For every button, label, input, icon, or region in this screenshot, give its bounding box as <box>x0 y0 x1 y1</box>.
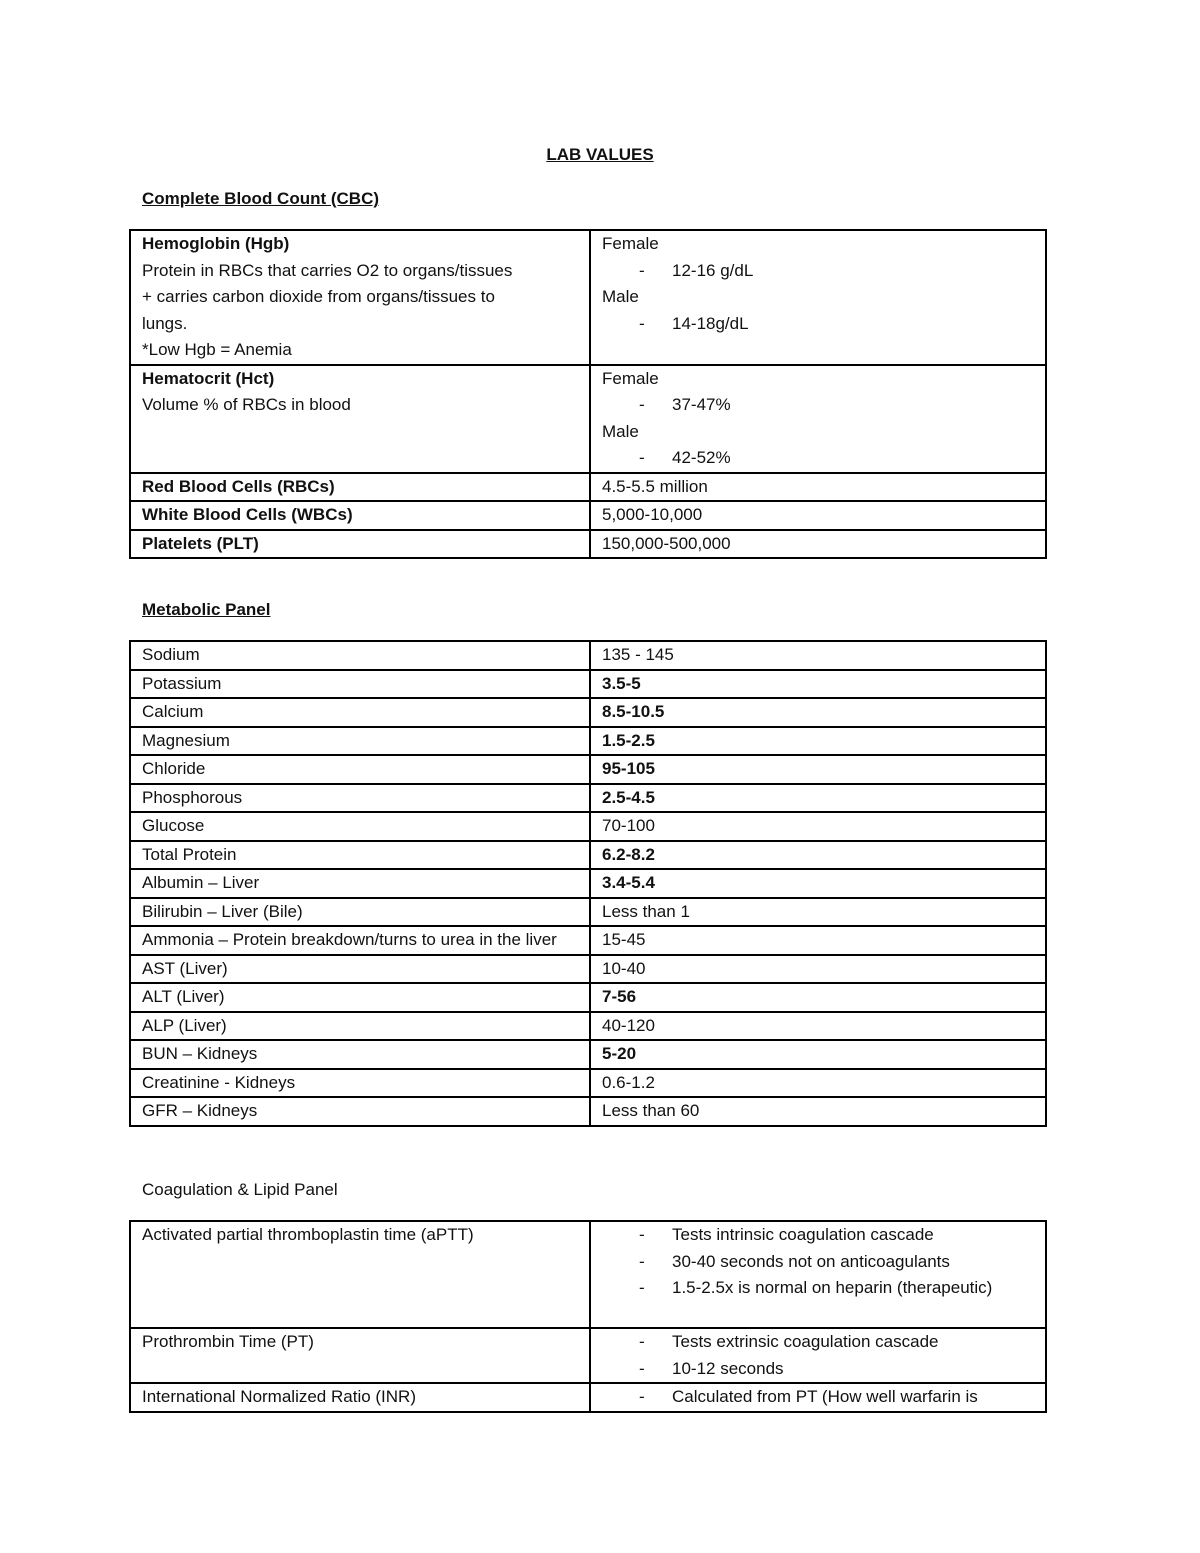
wbc-name: White Blood Cells (WBCs) <box>130 501 590 530</box>
table-row <box>130 1383 1046 1412</box>
table-row <box>130 926 1046 955</box>
bun-value: 5-20 <box>590 1040 1046 1069</box>
aptt-bullet-3: 1.5-2.5x is normal on heparin (therapeutic) <box>672 1278 993 1297</box>
hgb-note: *Low Hgb = Anemia <box>142 340 292 359</box>
table-row <box>130 983 1046 1012</box>
hgb-desc-1: Protein in RBCs that carries O2 to organs/tissues <box>142 260 513 280</box>
ast-value: 10-40 <box>590 955 1046 984</box>
pt-bullet-2: 10-12 seconds <box>672 1358 784 1378</box>
albumin-value: 3.4-5.4 <box>590 869 1046 898</box>
table-row <box>130 473 1046 502</box>
table-row <box>130 698 1046 727</box>
table-row <box>130 1221 1046 1328</box>
hct-male-label: Male <box>602 421 639 441</box>
hct-female-value: 37-47% <box>672 395 731 414</box>
table-row <box>130 670 1046 699</box>
pt-bullet-1: Tests extrinsic coagulation cascade <box>672 1332 939 1351</box>
alt-value: 7-56 <box>590 983 1046 1012</box>
bun-name: BUN – Kidneys <box>130 1040 590 1069</box>
alt-name: ALT (Liver) <box>130 983 590 1012</box>
gfr-name: GFR – Kidneys <box>130 1097 590 1126</box>
table-row <box>130 784 1046 813</box>
table-row <box>130 1069 1046 1098</box>
chloride-value: 95-105 <box>590 755 1046 784</box>
hgb-female-label: Female <box>602 234 659 253</box>
magnesium-value: 1.5-2.5 <box>590 727 1046 756</box>
document-title: LAB VALUES <box>546 145 654 164</box>
bilirubin-value: Less than 1 <box>590 898 1046 927</box>
creatinine-value: 0.6-1.2 <box>590 1069 1046 1098</box>
table-row <box>130 841 1046 870</box>
total-protein-value: 6.2-8.2 <box>590 841 1046 870</box>
plt-value: 150,000-500,000 <box>590 530 1046 559</box>
calcium-name: Calcium <box>130 698 590 727</box>
dash-marker: - <box>639 260 645 280</box>
inr-name: International Normalized Ratio (INR) <box>130 1383 590 1412</box>
hct-name: Hematocrit (Hct) <box>142 368 275 388</box>
bilirubin-name: Bilirubin – Liver (Bile) <box>130 898 590 927</box>
albumin-name: Albumin – Liver <box>130 869 590 898</box>
hgb-name: Hemoglobin (Hgb) <box>142 234 290 253</box>
dash-marker: - <box>639 448 645 467</box>
alp-value: 40-120 <box>590 1012 1046 1041</box>
table-row <box>130 727 1046 756</box>
gfr-value: Less than 60 <box>590 1097 1046 1126</box>
potassium-value: 3.5-5 <box>590 670 1046 699</box>
potassium-name: Potassium <box>130 670 590 699</box>
hgb-desc-2: + carries carbon dioxide from organs/tissues to <box>142 287 495 306</box>
metabolic-heading: Metabolic Panel <box>142 600 271 619</box>
dash-marker: - <box>639 1387 645 1406</box>
hct-cell <box>130 365 590 473</box>
table-row <box>130 755 1046 784</box>
table-row <box>130 1328 1046 1383</box>
table-row <box>130 1012 1046 1041</box>
magnesium-name: Magnesium <box>130 727 590 756</box>
table-row <box>130 898 1046 927</box>
inr-bullet-1: Calculated from PT (How well warfarin is <box>672 1387 978 1406</box>
ammonia-value: 15-45 <box>590 926 1046 955</box>
hgb-male-label: Male <box>602 287 639 306</box>
table-row <box>130 365 1046 473</box>
sodium-value: 135 - 145 <box>590 641 1046 670</box>
phosphorous-value: 2.5-4.5 <box>590 784 1046 813</box>
cbc-heading: Complete Blood Count (CBC) <box>142 189 380 208</box>
pt-values-cell <box>590 1328 1046 1383</box>
coag-heading: Coagulation & Lipid Panel <box>142 1180 338 1199</box>
hct-female-label: Female <box>602 368 659 388</box>
coag-table <box>129 1220 1047 1413</box>
ast-name: AST (Liver) <box>130 955 590 984</box>
wbc-value: 5,000-10,000 <box>590 501 1046 530</box>
dash-marker: - <box>639 1278 645 1297</box>
dash-marker: - <box>639 395 645 414</box>
hct-male-value: 42-52% <box>672 448 731 467</box>
pt-name: Prothrombin Time (PT) <box>130 1328 590 1383</box>
phosphorous-name: Phosphorous <box>130 784 590 813</box>
table-row <box>130 230 1046 365</box>
aptt-bullet-1: Tests intrinsic coagulation cascade <box>672 1225 934 1244</box>
creatinine-name: Creatinine - Kidneys <box>130 1069 590 1098</box>
hgb-male-value: 14-18g/dL <box>672 313 749 333</box>
table-row <box>130 955 1046 984</box>
ammonia-name: Ammonia – Protein breakdown/turns to urea in the liver <box>130 926 590 955</box>
hct-desc: Volume % of RBCs in blood <box>142 395 351 414</box>
chloride-name: Chloride <box>130 755 590 784</box>
cbc-table <box>129 229 1047 559</box>
metabolic-table <box>129 640 1047 1127</box>
table-row <box>130 530 1046 559</box>
dash-marker: - <box>639 1251 645 1271</box>
alp-name: ALP (Liver) <box>130 1012 590 1041</box>
aptt-bullet-2: 30-40 seconds not on anticoagulants <box>672 1251 950 1271</box>
table-row <box>130 1097 1046 1126</box>
table-row <box>130 869 1046 898</box>
total-protein-name: Total Protein <box>130 841 590 870</box>
table-row <box>130 1040 1046 1069</box>
hgb-female-value: 12-16 g/dL <box>672 260 754 280</box>
table-row <box>130 501 1046 530</box>
dash-marker: - <box>639 313 645 333</box>
table-row <box>130 641 1046 670</box>
table-row <box>130 812 1046 841</box>
sodium-name: Sodium <box>130 641 590 670</box>
rbc-value: 4.5-5.5 million <box>590 473 1046 502</box>
aptt-values-cell <box>590 1221 1046 1328</box>
glucose-value: 70-100 <box>590 812 1046 841</box>
calcium-value: 8.5-10.5 <box>590 698 1046 727</box>
hgb-values-cell <box>590 230 1046 365</box>
dash-marker: - <box>639 1358 645 1378</box>
aptt-name: Activated partial thromboplastin time (aPTT) <box>130 1221 590 1328</box>
inr-values-cell <box>590 1383 1046 1412</box>
hgb-cell <box>130 230 590 365</box>
rbc-name: Red Blood Cells (RBCs) <box>130 473 590 502</box>
hct-values-cell <box>590 365 1046 473</box>
glucose-name: Glucose <box>130 812 590 841</box>
dash-marker: - <box>639 1332 645 1351</box>
dash-marker: - <box>639 1225 645 1244</box>
plt-name: Platelets (PLT) <box>130 530 590 559</box>
hgb-desc-3: lungs. <box>142 313 188 333</box>
